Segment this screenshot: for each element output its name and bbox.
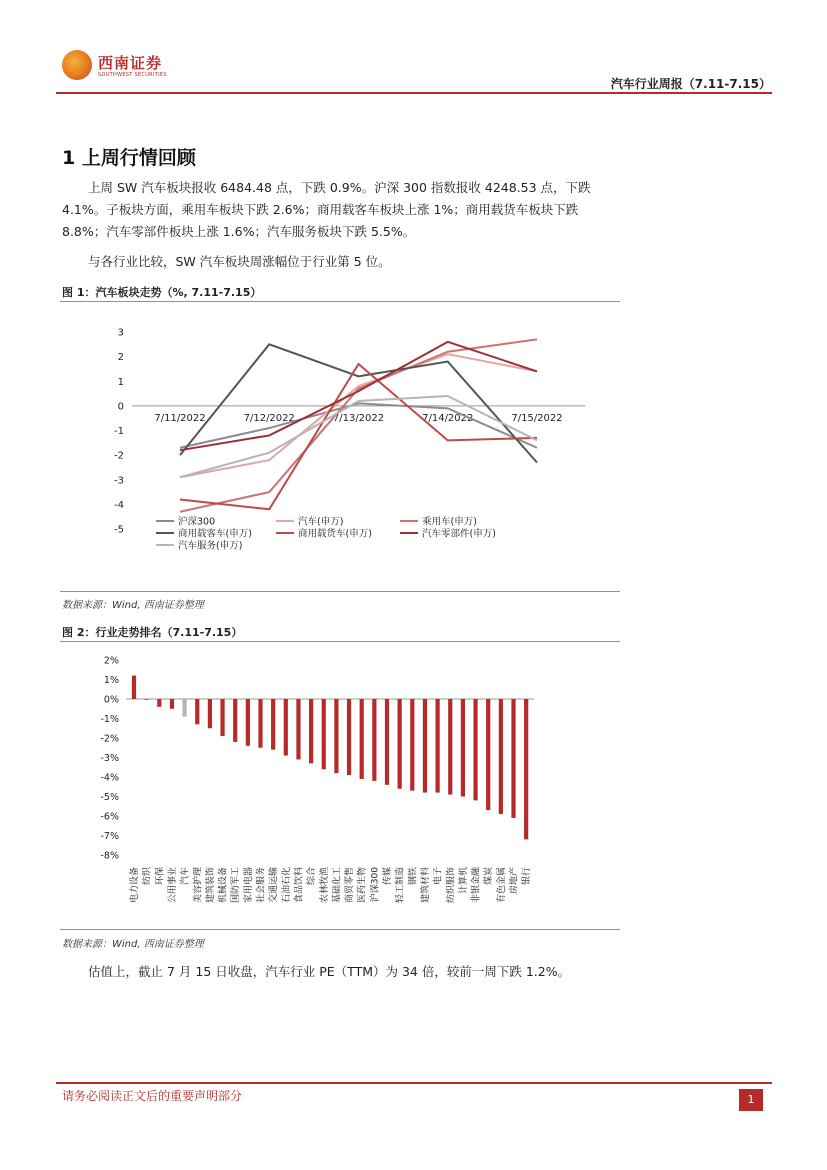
x-tick-label: 7/13/2022	[332, 412, 385, 424]
x-tick-label: 交通运输	[269, 867, 280, 904]
paragraph-valuation: 估值上，截止 7 月 15 日收盘，汽车行业 PE（TTM）为 34 倍，较前一周下跌 1.2%。	[88, 964, 571, 979]
x-tick-label: 煤炭	[484, 867, 495, 886]
bar	[448, 699, 452, 795]
bar	[385, 699, 389, 785]
y-tick-label: -7%	[100, 831, 119, 842]
bar	[284, 699, 288, 756]
figure2-top-rule	[60, 641, 620, 642]
x-tick-label: 有色金属	[496, 867, 507, 904]
y-tick-label: 0%	[103, 694, 119, 706]
y-tick-label: -5	[114, 524, 124, 536]
x-tick-label: 公用事业	[167, 867, 178, 904]
y-tick-label: 2	[117, 352, 124, 364]
bar	[372, 699, 376, 781]
x-tick-label: 综合	[307, 867, 318, 886]
bar	[436, 699, 440, 793]
x-tick-label: 银行	[522, 867, 533, 886]
x-tick-label: 7/15/2022	[511, 412, 563, 424]
bar	[322, 699, 326, 769]
figure1-source: 数据来源：Wind, 西南证券整理	[62, 600, 204, 611]
bar	[183, 699, 187, 717]
logo-cn-text: 西南证券	[98, 54, 163, 72]
legend-label: 汽车(申万)	[298, 516, 344, 528]
y-tick-label: 1	[117, 376, 124, 388]
bar	[258, 699, 262, 748]
bar	[271, 699, 275, 750]
paragraph-industry-rank: 与各行业比较，SW 汽车板块周涨幅位于行业第 5 位。	[88, 254, 391, 269]
x-tick-label: 7/11/2022	[154, 412, 206, 424]
x-tick-label: 环保	[155, 867, 166, 886]
y-tick-label: -4	[114, 499, 124, 511]
bar	[473, 699, 477, 800]
y-tick-label: -8%	[100, 850, 119, 862]
bar	[220, 699, 224, 736]
bar-chart-industry-ranking	[60, 645, 620, 927]
bar	[132, 676, 136, 699]
bar	[195, 699, 199, 724]
bar	[170, 699, 174, 709]
x-tick-label: 电子	[433, 867, 444, 886]
header-divider	[56, 92, 772, 94]
bar	[410, 699, 414, 791]
x-tick-label: 石油石化	[281, 867, 292, 904]
x-tick-label: 纺织服饰	[446, 867, 457, 904]
legend-label: 沪深300	[178, 516, 216, 528]
x-tick-label: 家用电器	[243, 867, 254, 904]
x-tick-label: 机械设备	[218, 867, 229, 904]
logo-en-text: SOUTHWEST SECURITIES	[98, 72, 167, 78]
y-tick-label: -5%	[100, 792, 119, 803]
x-tick-label: 电力设备	[130, 867, 140, 904]
y-tick-label: 1%	[103, 675, 119, 686]
x-tick-label: 轻工制造	[395, 867, 406, 904]
bar	[360, 699, 364, 779]
y-tick-label: -2%	[100, 733, 119, 745]
x-tick-label: 社会服务	[256, 867, 267, 904]
paragraph-market-summary: 上周 SW 汽车板块报收 6484.48 点，下跌 0.9%。沪深 300 指数报收 4248.53 点，下跌 4.1%。子板块方面，乘用车板块下跌 2.6%；商用载客车板块上涨 1%；商用载货车板块下跌 8.8%；汽车零部件板块上涨 1.6%；汽车服务板块下跌 5.5%。	[62, 180, 591, 239]
x-tick-label: 钢铁	[408, 867, 419, 886]
figure1-top-rule	[60, 301, 620, 302]
legend-label: 汽车服务(申万)	[178, 540, 243, 552]
y-tick-label: -3	[114, 475, 124, 487]
legend-label: 乘用车(申万)	[422, 516, 477, 528]
x-tick-label: 非银金融	[471, 867, 482, 904]
bar	[208, 699, 212, 728]
bar	[398, 699, 402, 789]
x-tick-label: 沪深300	[370, 867, 381, 903]
figure2-bottom-rule	[60, 929, 620, 930]
bar	[499, 699, 503, 814]
y-tick-label: -3%	[100, 753, 119, 764]
x-tick-label: 建筑装饰	[205, 867, 216, 904]
x-tick-label: 美容护理	[193, 867, 204, 904]
y-tick-label: -1	[114, 426, 124, 437]
company-logo	[62, 50, 192, 84]
bar	[524, 699, 528, 839]
y-tick-label: 0	[117, 401, 124, 413]
figure1-bottom-rule	[60, 591, 620, 592]
series-line	[180, 342, 537, 450]
line-chart-auto-sector	[60, 305, 620, 590]
legend-label: 汽车零部件(申万)	[422, 528, 496, 540]
x-tick-label: 房地产	[509, 867, 520, 895]
x-tick-label: 纺织	[142, 867, 153, 886]
legend-label: 商用载客车(申万)	[178, 528, 252, 540]
logo-emblem-icon	[62, 50, 92, 80]
x-tick-label: 7/12/2022	[243, 412, 295, 424]
bar	[511, 699, 515, 818]
bar	[486, 699, 490, 810]
bar	[157, 699, 161, 707]
y-tick-label: -4%	[100, 772, 119, 784]
y-tick-label: -6%	[100, 811, 119, 823]
y-tick-label: 2%	[103, 655, 119, 667]
bar	[461, 699, 465, 797]
x-tick-label: 农林牧渔	[319, 867, 330, 904]
report-title: 汽车行业周报（7.11-7.15）	[610, 77, 771, 91]
bar	[347, 699, 351, 775]
bar	[233, 699, 237, 742]
x-tick-label: 传媒	[383, 867, 393, 886]
footer-disclaimer: 请务必阅读正文后的重要声明部分	[62, 1089, 243, 1103]
bar	[246, 699, 250, 746]
x-tick-label: 7/14/2022	[422, 412, 474, 424]
y-tick-label: 3	[117, 327, 124, 339]
figure1-caption: 图 1：汽车板块走势（%, 7.11-7.15）	[62, 286, 262, 299]
bar	[334, 699, 338, 773]
section-heading: 1 上周行情回顾	[62, 147, 196, 169]
y-tick-label: -1%	[100, 714, 119, 725]
x-tick-label: 商贸零售	[345, 867, 356, 904]
figure2-caption: 图 2：行业走势排名（7.11-7.15）	[62, 626, 243, 639]
legend-label: 商用载货车(申万)	[298, 528, 372, 540]
x-tick-label: 基础化工	[332, 867, 343, 904]
x-tick-label: 汽车	[180, 867, 191, 886]
footer-divider	[56, 1082, 772, 1084]
x-tick-label: 食品饮料	[294, 867, 305, 904]
bar	[423, 699, 427, 793]
x-tick-label: 医药生物	[357, 867, 368, 904]
x-tick-label: 建筑材料	[420, 867, 431, 904]
bar	[296, 699, 300, 759]
x-tick-label: 国防军工	[231, 867, 242, 904]
page-number: 1	[739, 1089, 763, 1111]
bar	[145, 699, 149, 700]
y-tick-label: -2	[114, 450, 124, 462]
bar	[309, 699, 313, 763]
x-tick-label: 计算机	[458, 867, 469, 895]
figure2-source: 数据来源：Wind, 西南证券整理	[62, 939, 204, 950]
